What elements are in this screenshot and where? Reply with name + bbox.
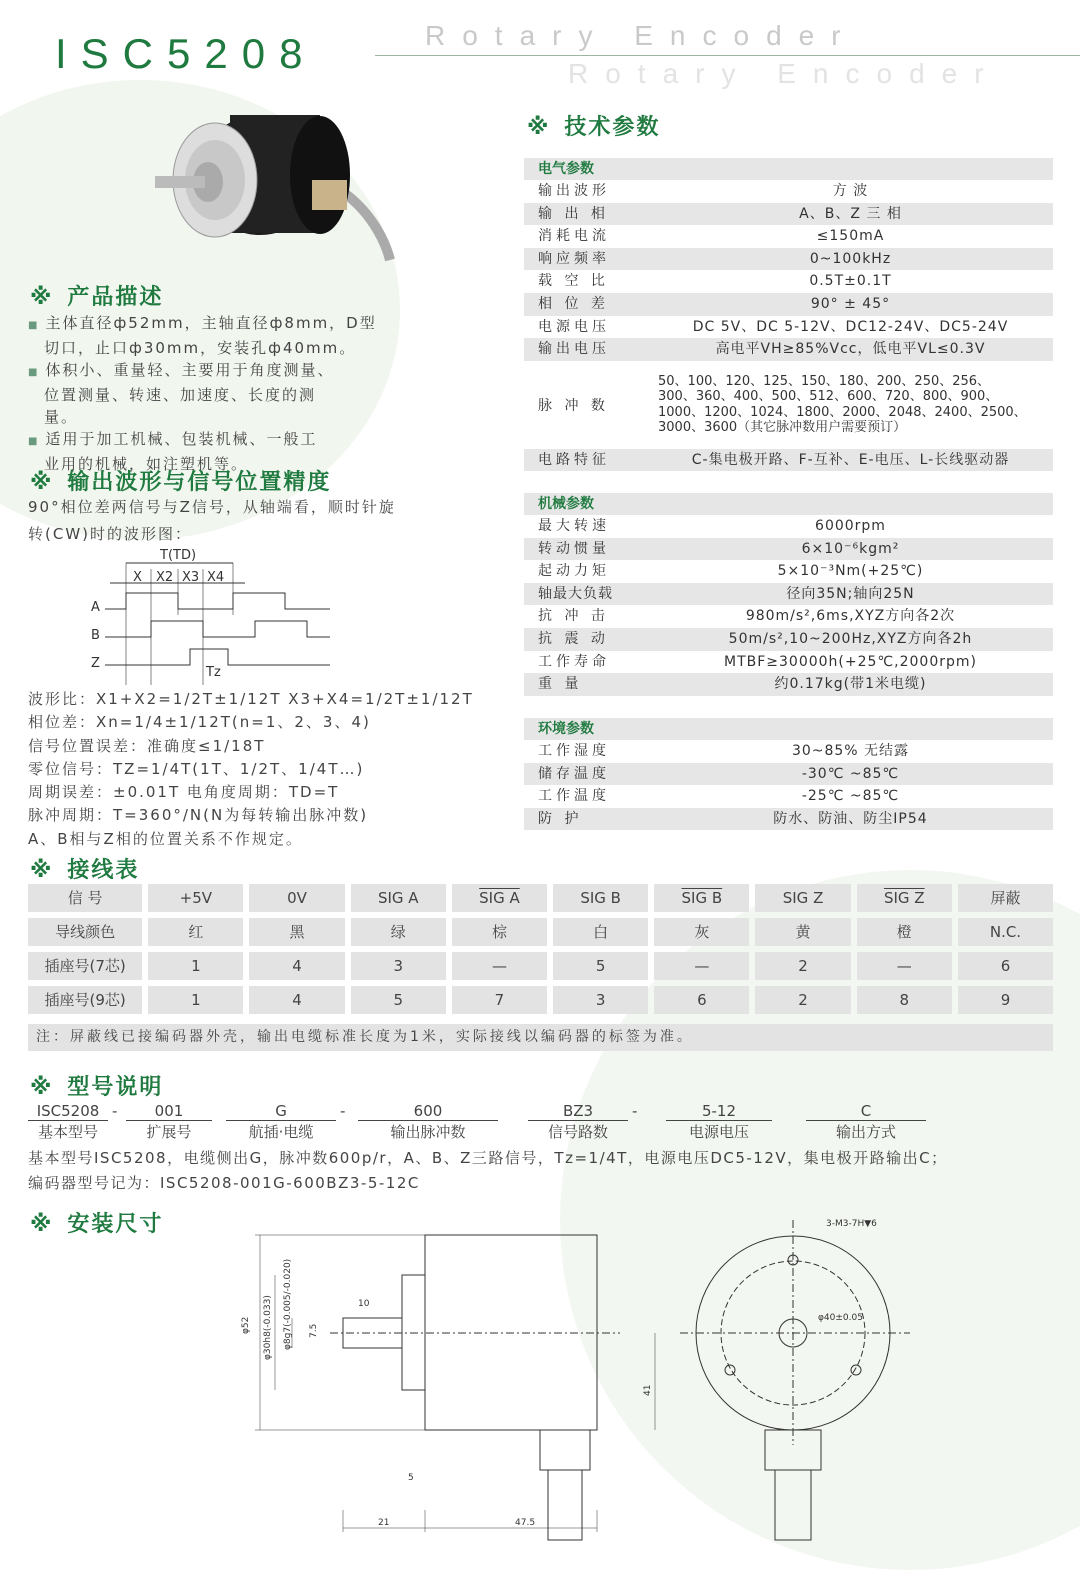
spec-value: 方 波: [832, 183, 869, 199]
wiring-cell: 2: [755, 986, 850, 1014]
spec-key: 输出波形: [538, 183, 610, 199]
spec-value: -25℃ ~85℃: [801, 788, 900, 805]
code-part: [358, 1102, 498, 1142]
waveform-notes: [28, 688, 474, 851]
spec-value: 防水、防油、防尘IP54: [773, 810, 928, 827]
model-code-example: [28, 1146, 948, 1196]
spec-value: 5×10⁻³Nm(+25℃): [777, 563, 924, 580]
mechanical-table: [524, 493, 1053, 696]
subtitle: Rotary Encoder: [425, 20, 858, 51]
description-heading: [30, 280, 163, 311]
example-line: 编码器型号记为：ISC5208-001G-600BZ3-5-12C: [28, 1174, 420, 1192]
waveform-note: 脉冲周期：T=360°/N(N为每转输出脉冲数): [28, 806, 369, 825]
code-label: 信号路数: [547, 1123, 608, 1141]
spec-value: ≤150mA: [816, 228, 885, 245]
spec-row: [524, 225, 1053, 248]
pulse-line: 3000、3600（其它脉冲数用户需要预订）: [658, 420, 907, 436]
section-marker: ※: [30, 1212, 54, 1237]
code-label: 输出方式: [835, 1123, 896, 1141]
waveform-note: 相位差：Xn=1/4±1/12T(n=1、2、3、4): [28, 713, 371, 732]
section-marker: ※: [30, 1075, 54, 1100]
wiring-cell: 信 号: [28, 884, 142, 912]
spec-key: 工作寿命: [538, 653, 610, 670]
code-label: 电源电压: [688, 1123, 749, 1141]
spec-key: 电源电压: [538, 318, 610, 335]
x3-label: X3: [182, 570, 200, 585]
wiring-cell: 插座号(9芯): [28, 986, 142, 1014]
code-part: [126, 1102, 212, 1142]
spec-row: [524, 180, 1053, 203]
waveform-note: 周期误差：±0.01T 电角度周期：TD=T: [28, 783, 340, 802]
wiring-cell: SIG Z: [755, 884, 850, 912]
wiring-cell: 棕: [452, 918, 547, 946]
install-title: 安装尺寸: [67, 1212, 164, 1237]
wiring-cell: 屏蔽: [958, 884, 1053, 912]
spec-row: [524, 560, 1053, 583]
electrical-table: [524, 158, 1053, 471]
wiring-cell: +5V: [148, 884, 243, 912]
spec-row: [524, 316, 1053, 339]
spec-key: 重 量: [538, 676, 583, 693]
wiring-cell: N.C.: [958, 918, 1053, 946]
spec-value: 6000rpm: [815, 518, 886, 534]
spec-value: C-集电极开路、F-互补、E-电压、L-长线驱动器: [691, 451, 1010, 468]
bullet-icon: ■: [28, 367, 40, 378]
code-value: C: [806, 1102, 926, 1121]
wiring-cell: 黑: [249, 918, 344, 946]
wiring-cell: 3: [553, 986, 648, 1014]
subtitle-shadow: Rotary Encoder: [568, 58, 1001, 89]
waveform-title: 输出波形与信号位置精度: [67, 470, 332, 495]
description-line: 主体直径ф52mm，主轴直径ф8mm，D型: [45, 314, 377, 332]
wiring-cell: 6: [958, 952, 1053, 980]
spec-key: 储存温度: [538, 765, 610, 782]
dim-21: 21: [378, 1518, 390, 1528]
spec-row: [524, 651, 1053, 674]
spec-row: [524, 628, 1053, 651]
spec-row: [524, 763, 1053, 786]
code-value: 001: [126, 1102, 212, 1121]
bullet-icon: ■: [28, 436, 40, 447]
code-dash: -: [112, 1102, 118, 1120]
spec-row: [524, 583, 1053, 606]
waveform-note: A、B相与Z相的位置关系不作规定。: [28, 829, 303, 848]
spec-key: 工作温度: [538, 788, 610, 805]
spec-key: 脉 冲 数: [538, 397, 609, 414]
code-label: 扩展号: [146, 1123, 192, 1141]
specs-title: 技术参数: [564, 115, 661, 140]
spec-key: 输 出 相: [538, 205, 609, 222]
wiring-cell: 红: [148, 918, 243, 946]
wiring-cell: 6: [654, 986, 749, 1014]
wiring-cell: 0V: [249, 884, 344, 912]
example-line: 基本型号ISC5208，电缆侧出G，脉冲数600p/r，A、B、Z三路信号，Tz=1/4T，电源电压DC5-12V，集电极开路输出C；: [28, 1149, 948, 1167]
dim-pcd: φ40±0.05: [818, 1313, 863, 1323]
waveform-intro: [28, 494, 396, 548]
dim-d8: φ8g7(-0.005/-0.020): [283, 1258, 293, 1350]
model-code-title: 型号说明: [67, 1075, 164, 1100]
section-marker: ※: [527, 115, 551, 140]
description-line: 体积小、重量轻、主要用于角度测量、: [45, 361, 335, 379]
spec-row: [524, 740, 1053, 763]
wiring-cell: 导线颜色: [28, 918, 142, 946]
description-line: 切口，止口ф30mm，安装孔ф40mm。: [44, 339, 357, 357]
spec-row: [524, 293, 1053, 316]
section-marker: ※: [30, 858, 54, 883]
wiring-heading: [30, 853, 139, 884]
spec-row: [524, 338, 1053, 361]
spec-key: 抗 震 动: [538, 630, 609, 647]
wiring-cell: SIG B: [654, 884, 749, 912]
code-dash: -: [340, 1102, 346, 1120]
spec-row: [524, 203, 1053, 226]
wiring-cell: 3: [351, 952, 446, 980]
wiring-cell: 1: [148, 986, 243, 1014]
spec-key: 转动惯量: [538, 540, 610, 557]
wiring-table: [28, 884, 1053, 1020]
spec-value: 高电平VH≥85%Vcc，低电平VL≤0.3V: [715, 341, 986, 358]
code-part: [528, 1102, 628, 1142]
spec-row: [524, 673, 1053, 696]
pulse-values: [648, 374, 1053, 436]
install-heading: [30, 1207, 163, 1238]
spec-value: 50m/s²,10~200Hz,XYZ方向各2h: [728, 630, 973, 647]
spec-value: 径向35N;轴向25N: [786, 585, 915, 602]
wiring-note: 注：屏蔽线已接编码器外壳，输出电缆标准长度为1米，实际接线以编码器的标签为准。: [28, 1024, 1053, 1051]
wiring-cell: SIG A: [452, 884, 547, 912]
z-label: Z: [91, 656, 100, 671]
wiring-cell: —: [452, 952, 547, 980]
spec-key: 工作湿度: [538, 743, 610, 759]
wiring-cell: 插座号(7芯): [28, 952, 142, 980]
spec-value: 30~85% 无结露: [791, 743, 910, 759]
wiring-cell: 白: [553, 918, 648, 946]
spec-row: [524, 538, 1053, 561]
code-label: 输出脉冲数: [390, 1123, 466, 1141]
wiring-cell: 5: [553, 952, 648, 980]
spec-value: 6×10⁻⁶kgm²: [801, 540, 900, 557]
bullet-icon: ■: [28, 320, 40, 331]
description-line: 量。: [44, 408, 79, 426]
spec-row: [524, 270, 1053, 293]
spec-row: [524, 785, 1053, 808]
wiring-title: 接线表: [67, 858, 140, 883]
waveform-note: 波形比：X1+X2=1/2T±1/12T X3+X4=1/2T±1/12T: [28, 690, 474, 708]
description-item: [28, 312, 468, 359]
dim-d52: φ52: [241, 1316, 251, 1334]
waveform-note: 信号位置误差：准确度≤1/18T: [28, 736, 266, 755]
code-label: 航插·电缆: [248, 1123, 314, 1141]
wiring-cell: 4: [249, 986, 344, 1014]
wiring-cell: 黄: [755, 918, 850, 946]
section-marker: ※: [30, 470, 54, 495]
wiring-row: [28, 918, 1053, 946]
code-label: 基本型号: [37, 1123, 98, 1141]
waveform-diagram: [85, 545, 345, 685]
code-value: BZ3: [528, 1102, 628, 1121]
environment-table: [524, 718, 1053, 830]
wiring-cell: 2: [755, 952, 850, 980]
spec-key: 防 护: [538, 810, 583, 827]
description-list: [28, 312, 468, 475]
a-label: A: [91, 600, 100, 615]
spec-value: 0.5T±0.1T: [809, 273, 892, 290]
spec-key: 电路特征: [538, 451, 610, 468]
spec-value: 90° ± 45°: [810, 295, 891, 312]
dim-7-5: 7.5: [309, 1323, 319, 1338]
spec-key: 相 位 差: [538, 295, 609, 312]
spec-key: 起动力矩: [538, 563, 610, 580]
wiring-cell: 9: [958, 986, 1053, 1014]
wiring-row: [28, 952, 1053, 980]
dim-5: 5: [408, 1473, 414, 1483]
code-value: ISC5208: [28, 1102, 108, 1121]
code-dash: -: [632, 1102, 638, 1120]
encoder-photo: [140, 100, 400, 265]
x2-label: X2: [156, 570, 174, 585]
spec-value: 0~100kHz: [809, 250, 892, 267]
header-rule: [375, 55, 1080, 56]
waveform-heading: [30, 465, 331, 496]
code-value: G: [226, 1102, 336, 1121]
spec-value: A、B、Z 三 相: [799, 205, 902, 222]
spec-value: DC 5V、DC 5-12V、DC12-24V、DC5-24V: [692, 318, 1009, 335]
pulse-line: 300、360、400、500、512、600、720、800、900、: [658, 389, 999, 405]
spec-value: -30℃ ~85℃: [801, 765, 900, 782]
t-label: T(TD): [160, 548, 197, 563]
wiring-cell: 绿: [351, 918, 446, 946]
wiring-cell: SIG Z: [857, 884, 952, 912]
wiring-cell: 5: [351, 986, 446, 1014]
intro-line: 转(CW)时的波形图：: [28, 525, 193, 543]
spec-value: 约0.17kg(带1米电缆): [774, 676, 927, 693]
pulse-line: 50、100、120、125、150、180、200、250、256、: [658, 373, 991, 389]
spec-row: [524, 808, 1053, 831]
pulse-line: 1000、1200、1024、1800、2000、2048、2400、2500、: [658, 404, 1027, 420]
section-marker: ※: [30, 285, 54, 310]
b-label: B: [91, 628, 100, 643]
spec-row: [524, 605, 1053, 628]
wiring-cell: 4: [249, 952, 344, 980]
dim-d30: φ30h8(-0.033): [263, 1295, 273, 1360]
pulse-row: [524, 361, 1053, 449]
wiring-cell: 灰: [654, 918, 749, 946]
model-code-parts: [28, 1102, 1028, 1146]
spec-key: 消耗电流: [538, 228, 610, 245]
spec-row: [524, 515, 1053, 538]
spec-key: 载 空 比: [538, 273, 609, 290]
wiring-row: [28, 884, 1053, 912]
code-part: [806, 1102, 926, 1142]
wiring-cell: 橙: [857, 918, 952, 946]
install-drawing: [230, 1210, 930, 1550]
tz-label: Tz: [206, 665, 221, 680]
x4-label: X4: [207, 570, 225, 585]
wiring-cell: 1: [148, 952, 243, 980]
description-line: 业用的机械，如注塑机等。: [44, 455, 249, 473]
model-title: ISC5208: [55, 30, 317, 77]
code-value: 600: [358, 1102, 498, 1121]
code-part: [666, 1102, 772, 1142]
model-code-heading: [30, 1070, 163, 1101]
wiring-cell: 8: [857, 986, 952, 1014]
x-label: X: [133, 570, 142, 585]
code-part: [226, 1102, 336, 1142]
spec-key: 最大转速: [538, 518, 610, 534]
description-item: [28, 359, 468, 428]
environment-head: 环境参数: [524, 718, 1053, 740]
dim-41: 41: [643, 1384, 653, 1396]
wiring-cell: SIG B: [553, 884, 648, 912]
spec-value: 980m/s²,6ms,XYZ方向各2次: [745, 608, 956, 625]
spec-key: 轴最大负载: [538, 585, 613, 602]
spec-value: MTBF≥30000h(+25℃,2000rpm): [724, 653, 977, 670]
spec-row: [524, 449, 1053, 472]
wiring-row: [28, 986, 1053, 1014]
description-line: 位置测量、转速、加速度、长度的测: [44, 386, 317, 404]
description-line: 适用于加工机械、包装机械、一般工: [45, 430, 318, 448]
dim-holes: 3-M3-7H▼6: [826, 1219, 877, 1229]
wiring-cell: SIG A: [351, 884, 446, 912]
dim-10: 10: [358, 1299, 370, 1309]
dim-47-5: 47.5: [515, 1518, 536, 1528]
wiring-cell: —: [654, 952, 749, 980]
spec-key: 抗 冲 击: [538, 608, 609, 625]
code-value: 5-12: [666, 1102, 772, 1121]
specs-heading: [527, 110, 660, 141]
spec-key: 输出电压: [538, 341, 610, 358]
waveform-note: 零位信号：TZ=1/4T(1T、1/2T、1/4T…): [28, 759, 365, 778]
spec-key: 响应频率: [538, 250, 610, 267]
description-title: 产品描述: [67, 285, 164, 310]
mechanical-head: 机械参数: [524, 493, 1053, 515]
intro-line: 90°相位差两信号与Z信号，从轴端看，顺时针旋: [28, 498, 396, 516]
electrical-head: 电气参数: [524, 158, 1053, 180]
wiring-cell: 7: [452, 986, 547, 1014]
code-part: [28, 1102, 108, 1142]
spec-row: [524, 248, 1053, 271]
wiring-cell: —: [857, 952, 952, 980]
